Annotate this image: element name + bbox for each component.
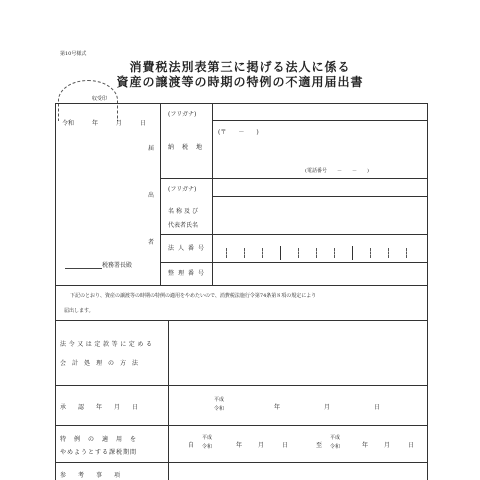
row-line-5 [160,262,427,263]
row3-from: 自 [188,442,195,449]
row3-from-day: 日 [282,442,289,449]
phone-label: (電話番号 － － ) [305,168,369,174]
table-top [55,103,428,104]
name-label-1: 名称及び [168,208,201,215]
row3-to-era-2: 令和 [330,444,341,450]
applicant-char-2: 出 [148,192,155,199]
corp-number-label: 法人番号 [168,245,209,252]
row3-from-year: 年 [236,442,243,449]
row1-label-1: 法令又は定款等に定める [60,341,155,348]
corp-num-divider [226,248,227,258]
row3-to: 至 [316,442,323,449]
row3-from-era-2: 令和 [202,444,213,450]
row2-day: 日 [374,404,381,411]
title-line-1: 消費税法別表第三に掲げる法人に係る [129,60,351,74]
furigana-label-1: (フリガナ) [168,111,197,118]
row3-from-month: 月 [258,442,265,449]
table-left [55,103,56,480]
corp-num-divider [262,248,263,258]
title-line-2: 資産の譲渡等の時期の特例の不適用届出書 [116,75,364,89]
reference-number-label: 整理番号 [168,270,209,277]
row-line-3 [212,196,427,197]
row3-from-era-1: 平成 [202,435,213,441]
address-label: 納税地 [168,144,211,151]
tax-office-suffix: 税務署長殿 [102,262,133,269]
corp-num-divider [316,248,317,258]
row-line-2 [160,178,427,179]
tax-office-blank [65,268,102,269]
row3-label-2: やめようとする課税期間 [60,449,138,456]
corp-num-divider [334,248,335,258]
form-number: 第10号様式 [60,51,87,57]
corp-num-divider [244,248,245,258]
name-label-2: 代表者氏名 [168,222,199,229]
applicant-divider-1 [160,103,161,285]
lower-line-3 [55,425,428,426]
row4-label: 参 考 事 項 [60,472,121,479]
statement-line-1: 下記のとおり、資産の譲渡等の時期の特例の適用をやめたいので、消費税法施行令第74条第８項の規定により [70,293,317,299]
receipt-stamp [58,80,118,121]
table-right [427,103,428,480]
row3-label-1: 特例の適用を [60,436,145,443]
corp-num-divider [406,248,407,258]
row2-year: 年 [274,404,281,411]
date-month: 月 [115,120,122,127]
furigana-label-2: (フリガナ) [168,186,197,193]
corp-num-divider [388,248,389,258]
row-line-1 [212,120,427,121]
date-line [62,118,146,127]
row1-label-2: 会計処理の方法 [60,360,145,367]
date-era: 令和 [62,120,75,127]
row2-month: 月 [324,404,331,411]
row2-era-1: 平成 [214,397,225,403]
lower-line-2 [55,385,428,386]
lower-line-1 [55,320,428,321]
row-line-4 [160,234,427,235]
stamp-label: 収受印 [92,96,108,102]
row3-to-day: 日 [408,442,415,449]
postal-mark: (〒 － ) [218,129,259,136]
row3-to-era-1: 平成 [330,435,341,441]
row3-to-month: 月 [384,442,391,449]
applicant-char-3: 者 [148,239,155,246]
lower-divider [168,320,169,480]
row-line-6 [55,285,428,286]
lower-line-4 [55,462,428,463]
row2-label: 承認年月日 [60,404,151,411]
date-day: 日 [139,120,146,127]
corp-num-divider [298,248,299,258]
corp-num-divider [352,246,353,260]
applicant-char-1: 届 [148,145,155,152]
row2-era-2: 令和 [214,406,225,412]
date-year: 年 [91,120,98,127]
statement-line-2: 届出します。 [64,308,94,314]
corp-num-divider [280,246,281,260]
corp-num-divider [370,248,371,258]
row3-to-year: 年 [362,442,369,449]
applicant-divider-2 [212,103,213,285]
